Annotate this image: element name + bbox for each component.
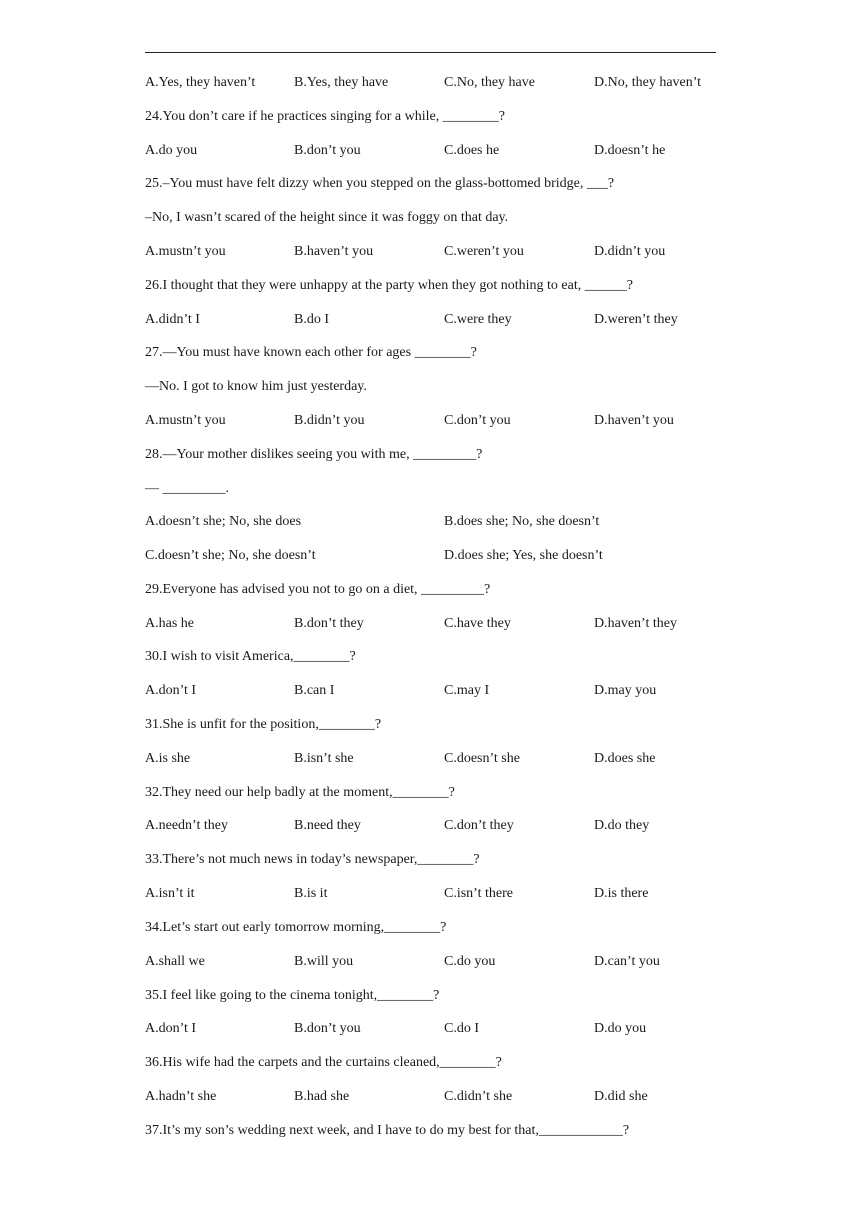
option-d: D.didn’t you [594,244,666,259]
option-d: D.did she [594,1089,648,1104]
question-25-reply: –No, I wasn’t scared of the height since it was foggy on that day. [145,210,509,225]
option-a: A.doesn’t she; No, she does [145,514,302,529]
option-d: D.do you [594,1021,647,1036]
question-27: 27.—You must have known each other for ages ________? [145,345,477,360]
option-c: C.may I [444,683,490,698]
q30-options [145,681,716,701]
option-c: C.don’t you [444,413,511,428]
option-a: A.didn’t I [145,312,200,327]
option-a: A.mustn’t you [145,244,226,259]
option-a: A.hadn’t she [145,1089,217,1104]
option-d: D.does she; Yes, she doesn’t [444,548,603,563]
option-d: D.haven’t you [594,413,674,428]
option-c: C.do I [444,1021,479,1036]
question-34: 34.Let’s start out early tomorrow morning,________? [145,920,447,935]
option-d: D.may you [594,683,657,698]
q23-options [145,73,716,93]
option-c: C.does he [444,143,500,158]
q36-options [145,1087,716,1107]
q35-options [145,1019,716,1039]
option-b: B.isn’t she [294,751,354,766]
q28-options-row2 [145,546,716,566]
option-b: B.haven’t you [294,244,374,259]
q29-options [145,614,716,634]
option-a: A.mustn’t you [145,413,226,428]
option-a: A.is she [145,751,191,766]
q34-options [145,952,716,972]
option-a: A.has he [145,616,194,631]
option-b: B.don’t you [294,143,361,158]
option-d: D.No, they haven’t [594,75,702,90]
option-b: B.Yes, they have [294,75,389,90]
option-b: B.didn’t you [294,413,365,428]
question-25: 25.–You must have felt dizzy when you stepped on the glass-bottomed bridge, ___? [145,176,615,191]
option-b: B.need they [294,818,361,833]
option-d: D.does she [594,751,656,766]
question-37: 37.It’s my son’s wedding next week, and I have to do my best for that,____________? [145,1123,630,1138]
q26-options [145,310,716,330]
question-27-reply: —No. I got to know him just yesterday. [145,379,367,394]
option-b: B.does she; No, she doesn’t [444,514,600,529]
option-b: B.don’t they [294,616,364,631]
option-d: D.doesn’t he [594,143,666,158]
question-24: 24.You don’t care if he practices singing for a while, ________? [145,109,505,124]
option-a: A.needn’t they [145,818,228,833]
option-c: C.do you [444,954,496,969]
option-a: A.don’t I [145,683,197,698]
option-a: A.don’t I [145,1021,197,1036]
option-d: D.weren’t they [594,312,678,327]
question-36: 36.His wife had the carpets and the curtains cleaned,________? [145,1055,502,1070]
q33-options [145,884,716,904]
q32-options [145,816,716,836]
option-c: C.didn’t she [444,1089,513,1104]
option-b: B.is it [294,886,328,901]
q28-options-row1 [145,512,716,532]
option-a: A.shall we [145,954,205,969]
header-rule [145,52,716,53]
option-b: B.do I [294,312,329,327]
question-35: 35.I feel like going to the cinema tonight,________? [145,988,440,1003]
option-a: A.do you [145,143,198,158]
option-c: C.No, they have [444,75,535,90]
option-b: B.will you [294,954,354,969]
question-30: 30.I wish to visit America,________? [145,649,356,664]
option-b: B.can I [294,683,335,698]
option-b: B.had she [294,1089,350,1104]
option-b: B.don’t you [294,1021,361,1036]
q25-options [145,242,716,262]
option-c: C.were they [444,312,512,327]
option-d: D.do they [594,818,650,833]
question-32: 32.They need our help badly at the moment,________? [145,785,455,800]
option-c: C.weren’t you [444,244,524,259]
option-c: C.have they [444,616,511,631]
option-d: D.is there [594,886,649,901]
question-31: 31.She is unfit for the position,________? [145,717,382,732]
option-c: C.doesn’t she; No, she doesn’t [145,548,316,563]
option-c: C.doesn’t she [444,751,520,766]
question-33: 33.There’s not much news in today’s newspaper,________? [145,852,480,867]
question-26: 26.I thought that they were unhappy at the party when they got nothing to eat, ______? [145,278,633,293]
option-d: D.can’t you [594,954,660,969]
q31-options [145,749,716,769]
option-d: D.haven’t they [594,616,677,631]
question-28-reply: — _________. [145,481,229,496]
option-a: A.isn’t it [145,886,195,901]
q24-options [145,141,716,161]
question-29: 29.Everyone has advised you not to go on a diet, _________? [145,582,491,597]
q27-options [145,411,716,431]
option-c: C.don’t they [444,818,514,833]
question-28: 28.—Your mother dislikes seeing you with me, _________? [145,447,483,462]
option-a: A.Yes, they haven’t [145,75,256,90]
option-c: C.isn’t there [444,886,513,901]
